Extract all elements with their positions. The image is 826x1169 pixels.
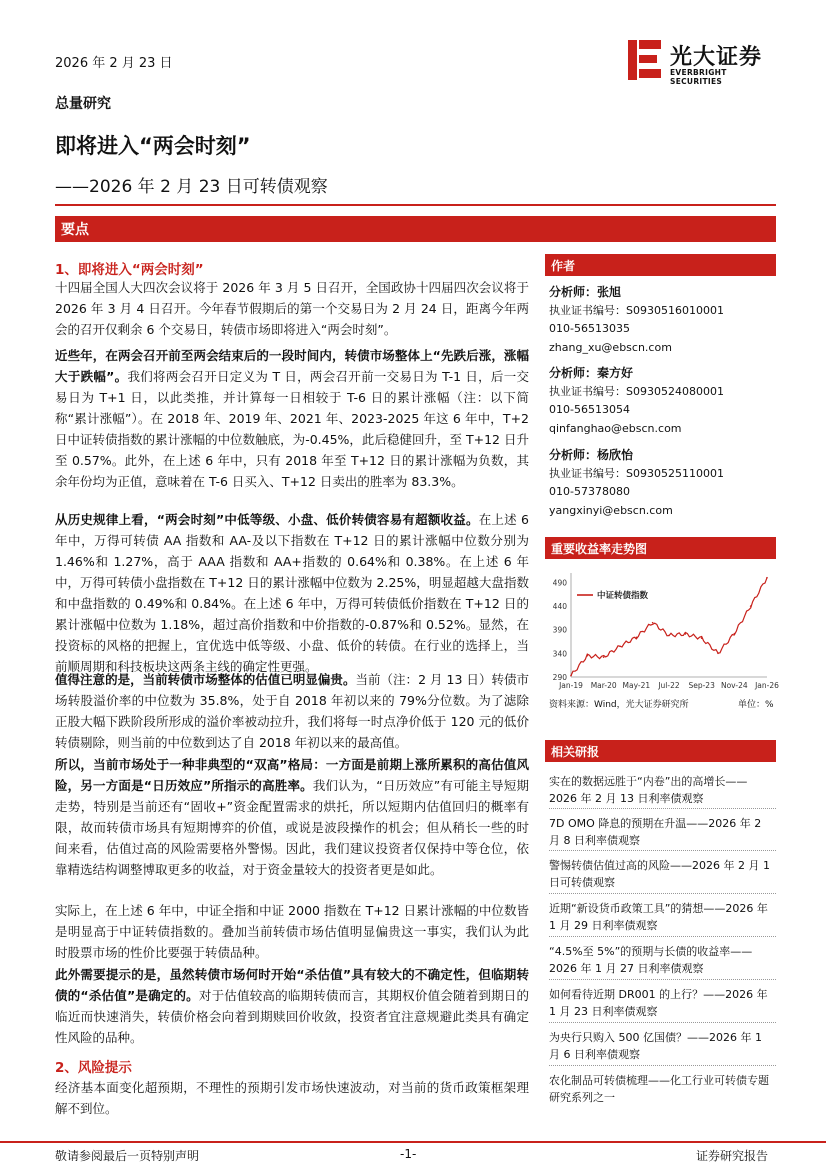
chart-data-point (766, 577, 768, 579)
related-divider (549, 1065, 776, 1066)
related-divider (549, 850, 776, 851)
chart-x-tick-label: Jan-19 (559, 681, 583, 690)
report-date: 2026 年 2 月 23 日 (55, 56, 173, 71)
analyst-phone: 010-57378080 (549, 485, 630, 498)
paragraph-5 (55, 754, 529, 880)
footer-report-type: 证券研究报告 (696, 1149, 769, 1163)
report-subtitle: ——2026 年 2 月 23 日可转债观察 (55, 177, 328, 197)
chart-data-point (750, 605, 752, 607)
analyst-phone: 010-56513035 (549, 322, 630, 335)
paragraph-7 (55, 964, 529, 1048)
footer-disclaimer[interactable]: 敬请参阅最后一页特别声明 (55, 1149, 200, 1163)
chart-y-tick-label: 490 (552, 578, 567, 588)
paragraph-2-body: 我们将两会召开日定义为 T 日，两会召开前一交易日为 T-1 日，后一交易日为 T+1 日，以此类推，并计算每一日相较于 T-6 日的累计涨幅（注：以下简称“累计涨幅”）。在 2018 年、2019 年、2021 年、2023-2025 年这 6 年中，T+2 日中证转债指数的累计涨幅的中位数触底，为-0.45%，此后稳健回升，至 T+12 日升至 0.57%。此外，在上述 6 年中，只有 2018 年至 T+12 日的累计涨幅为负数，其余年份均为正值，意味着在 T-6 日买入、T+12 日卖出的胜率为 83.3%。 (55, 369, 529, 489)
chart-y-tick-label: 390 (552, 625, 567, 635)
chart-data-point (668, 635, 670, 637)
keypoints-bar (55, 216, 776, 242)
analyst-phone: 010-56513054 (549, 403, 630, 416)
chart-bar (545, 537, 776, 559)
paragraph-3-lead: 从历史规律上看，“两会时刻”中低等级、小盘、低价转债容易有超额收益。 (55, 512, 479, 527)
related-report-link[interactable]: 为央行只购入 500 亿国债？——2026 年 1 月 6 日利率债观察 (549, 1031, 762, 1061)
yield-chart (545, 565, 779, 695)
footer-rule (0, 1141, 826, 1143)
related-divider (549, 808, 776, 809)
analyst-license: 执业证书编号：S0930524080001 (549, 384, 724, 398)
related-report-link[interactable]: 如何看待近期 DR001 的上行？——2026 年 1 月 23 日利率债观察 (549, 988, 768, 1018)
chart-source: 资料来源：Wind，光大证券研究所 (549, 700, 689, 710)
analyst-card (549, 283, 724, 357)
chart-data-point (717, 653, 719, 655)
chart-x-tick-label: Mar-20 (590, 681, 617, 690)
everbright-logo-icon (626, 38, 666, 82)
logo-cn-text: 光大证券 (670, 45, 763, 70)
paragraph-4-lead: 值得注意的是，当前转债市场整体的估值已明显偏贵。 (55, 672, 356, 687)
paragraph-1: 十四届全国人大四次会议将于 2026 年 3 月 5 日召开，全国政协十四届四次会议将于 2026 年 3 月 4 日召开。今年春节假期后的第一个交易日为 2 月 24 日，距离今年两会的召开仅剩余 6 个交易日，转债市场即将进入“两会时刻”。 (55, 280, 529, 337)
report-category: 总量研究 (55, 96, 111, 112)
authors-label: 作者 (551, 259, 576, 273)
chart-y-tick-label: 440 (552, 602, 567, 612)
title-rule (55, 204, 776, 206)
paragraph-2-lead: 近些年，在两会召开前至两会结束后的一段时间内，转债市场整体上“先跌后涨，涨幅大于跌幅”。 (55, 348, 529, 384)
related-divider (549, 979, 776, 980)
chart-x-tick-label: May-21 (622, 681, 651, 690)
analyst-name: 分析师：秦方好 (549, 366, 634, 380)
section-heading-2: 2、风险提示 (55, 1060, 132, 1076)
analyst-card (549, 446, 724, 520)
related-label: 相关研报 (551, 745, 600, 759)
paragraph-4-body: 当前（注：2 月 13 日）转债市场转股溢价率的中位数为 35.8%，处于自 2018 年初以来的 79%分位数。为了滤除正股大幅下跌阶段所形成的溢价率被动拉升，我们将每一时点净价低于 120 元的低价转债剔除，则当前的中位数到达了自 2018 年初以来的最高值。 (55, 672, 529, 750)
page-number: -1- (400, 1147, 417, 1161)
chart-legend-label: 中证转债指数 (597, 591, 649, 601)
chart-y-tick-label: 340 (552, 649, 567, 659)
analyst-name: 分析师：杨欣怡 (549, 448, 634, 462)
related-report-link[interactable]: 警惕转债估值过高的风险——2026 年 2 月 1 日可转债观察 (549, 859, 770, 889)
paragraph-7-body: 对于估值较高的临期转债而言，其期权价值会随着到期日的临近而快速消失，转债价格会向着到期赎回价收敛，投资者宜注意规避此类具有确定性风险的品种。 (55, 988, 529, 1045)
related-divider (549, 893, 776, 894)
chart-x-tick-label: Jan-26 (755, 681, 779, 690)
analyst-card (549, 364, 724, 438)
paragraph-2 (55, 345, 529, 492)
authors-bar (545, 254, 776, 276)
chart-unit: 单位：% (738, 700, 774, 710)
chart-data-point (587, 655, 589, 657)
analyst-email[interactable]: zhang_xu@ebscn.com (549, 340, 672, 354)
paragraph-5-lead: 所以，当前市场处于一种非典型的“双高”格局：一方面是前期上涨所累积的高估值风险，另一方面是“日历效应”所指示的高胜率。 (55, 757, 529, 793)
chart-x-tick-label: Sep-23 (688, 681, 715, 690)
related-report-link[interactable]: 农化制品可转债梳理——化工行业可转债专题研究系列之一 (549, 1074, 769, 1104)
chart-label: 重要收益率走势图 (551, 542, 648, 556)
related-bar (545, 740, 776, 762)
analyst-email[interactable]: qinfanghao@ebscn.com (549, 421, 682, 435)
keypoints-label: 要点 (61, 222, 89, 238)
chart-data-point (570, 675, 572, 677)
analyst-name: 分析师：张旭 (549, 285, 622, 299)
related-report-link[interactable]: 7D OMO 降息的预期在升温——2026 年 2 月 8 日利率债观察 (549, 817, 762, 847)
analyst-license: 执业证书编号：S0930516010001 (549, 303, 724, 317)
section-heading-1: 1、即将进入“两会时刻” (55, 262, 204, 278)
paragraph-8: 经济基本面变化超预期，不理性的预期引发市场快速波动，对当前的货币政策框架理解不到位。 (55, 1080, 529, 1116)
paragraph-4 (55, 669, 529, 753)
paragraph-5-body: 我们认为，“日历效应”有可能主导短期走势，特别是当前还有“固收+”资金配置需求的烘托，所以短期内估值回归的概率有限，故而转债市场具有短期博弈的价值，或说是波段操作的机会；但从稍长一些的时间来看，估值过高的风险需要格外警惕。因此，我们建议投资者仅保持中等仓位，依靠精选结构调整博取更多的收益，对于资金量较大的投资者更是如此。 (55, 778, 530, 877)
logo-en-text: EVERBRIGHT SECURITIES (670, 68, 727, 86)
related-report-link[interactable]: 实在的数据远胜于“内卷”出的高增长——2026 年 2 月 13 日利率债观察 (549, 775, 748, 805)
chart-y-tick-label: 290 (552, 673, 567, 682)
paragraph-3-body: 在上述 6 年中，万得可转债 AA 指数和 AA-及以下指数在 T+12 日的累计涨幅中位数分别为 1.46%和 1.27%，高于 AAA 指数和 AA+指数的 0.64%和 0.38%。在上述 6 年中，万得可转债小盘指数在 T+12 日的累计涨幅中位数为 2.25%，明显超越大盘指数和中盘指数的 0.49%和 0.84%。在上述 6 年中，万得可转债低价指数在 T+12 日的累计涨幅中位数为 1.18%，超过高价指数和中价指数的-0.87%和 0.52%。显然，在投资标的风格的把握上，宜优选中低等级、小盘、低价的转债。在行业的选择上，当前顺周期和科技板块这两条主线的确定性更强。 (55, 512, 529, 674)
chart-data-point (685, 633, 687, 635)
chart-container (545, 565, 779, 695)
paragraph-3 (55, 509, 529, 677)
chart-data-point (636, 636, 638, 638)
related-report-link[interactable]: “4.5%至 5%”的预期与长债的收益率——2026 年 1 月 27 日利率债观察 (549, 945, 753, 975)
everbright-logo (626, 38, 776, 86)
chart-data-point (734, 633, 736, 635)
chart-data-point (619, 645, 621, 647)
analyst-email[interactable]: yangxinyi@ebscn.com (549, 503, 673, 517)
related-report-link[interactable]: 近期“新设货币政策工具”的猜想——2026 年 1 月 29 日利率债观察 (549, 902, 768, 932)
chart-data-point (701, 637, 703, 639)
paragraph-7-lead: 此外需要提示的是，虽然转债市场何时开始“杀估值”具有较大的不确定性，但临期转债的“杀估值”是确定的。 (55, 967, 529, 1003)
related-divider (549, 1022, 776, 1023)
analyst-license: 执业证书编号：S0930525110001 (549, 466, 724, 480)
chart-x-tick-label: Nov-24 (720, 681, 748, 690)
related-divider (549, 936, 776, 937)
paragraph-6: 实际上，在上述 6 年中，中证全指和中证 2000 指数在 T+12 日累计涨幅的中位数皆是明显高于中证转债指数的。叠加当前转债市场估值明显偏贵这一事实，我们认为此时股票市场的性价比要强于转债品种。 (55, 903, 529, 960)
chart-x-tick-label: Jul-22 (658, 681, 680, 690)
report-title: 即将进入“两会时刻” (55, 134, 251, 158)
chart-data-point (603, 656, 605, 658)
chart-data-point (652, 622, 654, 624)
